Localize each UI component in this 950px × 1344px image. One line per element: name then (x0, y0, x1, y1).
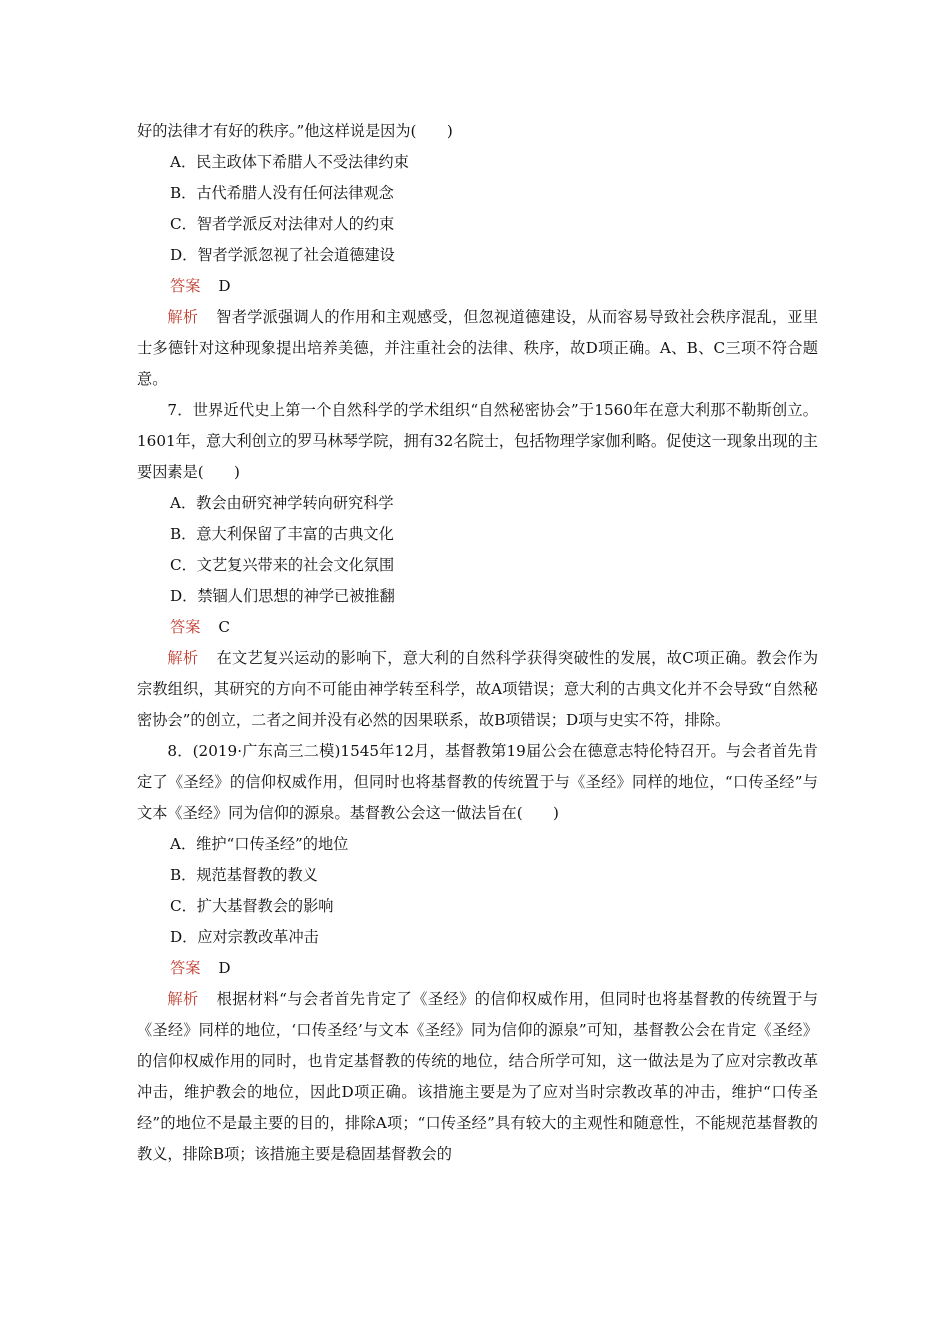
q7-answer-value: C (218, 618, 230, 636)
q8-option-b: B．规范基督教的教义 (170, 866, 318, 884)
q7-option-c: C．文艺复兴带来的社会文化氛围 (170, 556, 395, 574)
q8-answer-value: D (218, 959, 231, 977)
q7-option-a: A．教会由研究神学转向研究科学 (170, 494, 394, 512)
q6-analysis (137, 302, 818, 395)
q7-analysis (137, 643, 818, 736)
document-page (137, 116, 818, 1170)
q6-option-c: C．智者学派反对法律对人的约束 (170, 215, 395, 233)
q8-option-c: C．扩大基督教会的影响 (170, 897, 334, 915)
answer-label: 答案 (170, 959, 201, 977)
q7-stem: 7．世界近代史上第一个自然科学的学术组织“自然秘密协会”于1560年在意大利那不勒斯创立。1601年，意大利创立的罗马林琴学院，拥有32名院士，包括物理学家伽利略。促使这一现象出现的主要因素是( ) (137, 401, 818, 481)
answer-label: 答案 (170, 277, 201, 295)
q6-answer-value: D (218, 277, 231, 295)
analysis-label: 解析 (167, 308, 199, 326)
q6-answer (137, 271, 818, 302)
q6-analysis-text: 智者学派强调人的作用和主观感受，但忽视道德建设，从而容易导致社会秩序混乱，亚里士多德针对这种现象提出培养美德，并注重社会的法律、秩序，故D项正确。A、B、C三项不符合题意。 (137, 308, 819, 388)
q8-answer (137, 953, 818, 984)
q8-stem: 8．(2019·广东高三二模)1545年12月，基督教第19届公会在德意志特伦特召开。与会者首先肯定了《圣经》的信仰权威作用，但同时也将基督教的传统置于与《圣经》同样的地位，“口传圣经”与文本《圣经》同为信仰的源泉。基督教公会这一做法旨在( ) (137, 742, 818, 822)
q7-answer (137, 612, 818, 643)
q6-option-b: B．古代希腊人没有任何法律观念 (170, 184, 394, 202)
analysis-label: 解析 (167, 649, 199, 667)
q8-option-a: A．维护“口传圣经”的地位 (170, 835, 349, 853)
analysis-label: 解析 (167, 990, 199, 1008)
q7-option-d: D．禁锢人们思想的神学已被推翻 (170, 587, 395, 605)
q6-option-d: D．智者学派忽视了社会道德建设 (170, 246, 395, 264)
q7-analysis-text: 在文艺复兴运动的影响下，意大利的自然科学获得突破性的发展，故C项正确。教会作为宗教组织，其研究的方向不可能由神学转至科学，故A项错误；意大利的古典文化并不会导致“自然秘密协会”的创立，二者之间并没有必然的因果联系，故B项错误；D项与史实不符，排除。 (137, 649, 819, 729)
q8-analysis (137, 984, 818, 1170)
q6-stem-tail: 好的法律才有好的秩序。”他这样说是因为( ) (137, 122, 453, 140)
q8-option-d: D．应对宗教改革冲击 (170, 928, 319, 946)
q6-option-a: A．民主政体下希腊人不受法律约束 (170, 153, 409, 171)
q8-analysis-text: 根据材料“与会者首先肯定了《圣经》的信仰权威作用，但同时也将基督教的传统置于与《圣经》同样的地位，‘口传圣经’与文本《圣经》同为信仰的源泉”可知，基督教公会在肯定《圣经》的信仰权威作用的同时，也肯定基督教的传统的地位，结合所学可知，这一做法是为了应对宗教改革冲击，维护教会的地位，因此D项正确。该措施主要是为了应对当时宗教改革的冲击，维护“口传圣经”的地位不是最主要的目的，排除A项；“口传圣经”具有较大的主观性和随意性，不能规范基督教的教义，排除B项；该措施主要是稳固基督教会的 (137, 990, 819, 1163)
answer-label: 答案 (170, 618, 201, 636)
q7-option-b: B．意大利保留了丰富的古典文化 (170, 525, 394, 543)
